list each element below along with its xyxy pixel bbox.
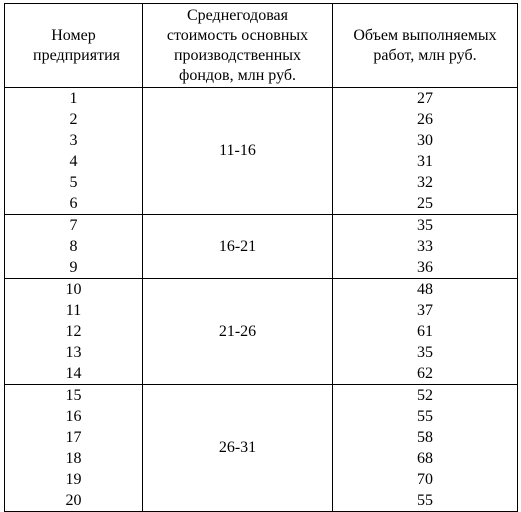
work-volume-value: 55 [417,492,433,509]
work-volume-value: 31 [417,153,433,170]
work-volume-value: 48 [417,281,433,298]
enterprise-numbers-cell [5,215,143,279]
enterprise-number: 13 [65,344,82,361]
group-row [5,215,518,279]
work-volume-value: 61 [417,323,433,340]
data-table [4,3,518,512]
fixed-assets-range: 26-31 [218,439,257,456]
enterprise-number: 3 [69,132,78,149]
work-volume-cell [333,385,518,512]
work-volume-value: 25 [417,195,433,212]
fixed-assets-range-cell [143,279,333,385]
fixed-assets-range-cell [143,215,333,279]
fixed-assets-range: 11-16 [219,142,256,159]
enterprise-number: 20 [65,492,82,509]
enterprise-number: 19 [65,471,82,488]
work-volume-value: 30 [417,132,433,149]
enterprise-number: 9 [69,259,78,276]
work-volume-value: 27 [417,90,433,107]
enterprise-number: 16 [65,408,82,425]
work-volume-value: 35 [417,217,433,234]
work-volume-value: 35 [417,344,433,361]
enterprise-number: 15 [65,387,82,404]
work-volume-cell [333,279,518,385]
work-volume-cell [333,88,518,215]
work-volume-value: 62 [417,365,433,382]
enterprise-number: 10 [65,281,82,298]
fixed-assets-range: 21-26 [218,322,257,340]
header-work-volume: Объем выполняемых работ, млн руб. [333,4,518,88]
work-volume-value: 26 [417,111,433,128]
enterprise-numbers-cell [5,88,143,215]
enterprise-number: 2 [69,111,78,128]
work-volume-value: 58 [417,429,433,446]
header-fixed-assets-cost: Среднегодовая стоимость основных производственных фондов, млн руб. [143,4,333,88]
work-volume-cell [333,215,518,279]
enterprise-number: 18 [65,450,82,467]
fixed-assets-range-cell [143,385,333,512]
enterprise-number: 7 [69,217,78,234]
enterprise-number: 5 [69,174,78,191]
header-row [5,4,518,88]
work-volume-value: 52 [417,387,433,404]
enterprise-number: 6 [69,195,78,212]
enterprise-number: 8 [69,238,78,255]
enterprise-number: 12 [65,323,82,340]
enterprise-numbers-cell [5,279,143,385]
group-row [5,279,518,385]
enterprise-number: 4 [69,153,78,170]
enterprise-number: 17 [65,429,82,446]
enterprise-number: 11 [65,302,82,319]
group-row [5,88,518,215]
enterprise-number: 14 [65,365,82,382]
enterprise-number: 1 [69,90,78,107]
work-volume-value: 70 [417,471,433,488]
fixed-assets-range: 16-21 [218,237,257,255]
enterprise-numbers-cell [5,385,143,512]
work-volume-value: 33 [417,238,433,255]
work-volume-value: 36 [417,259,433,276]
header-enterprise-number: Номер предприятия [5,4,143,88]
group-row [5,385,518,512]
fixed-assets-range-cell [143,88,333,215]
work-volume-value: 55 [417,408,433,425]
work-volume-value: 37 [417,302,433,319]
work-volume-value: 68 [417,450,433,467]
work-volume-value: 32 [417,174,433,191]
